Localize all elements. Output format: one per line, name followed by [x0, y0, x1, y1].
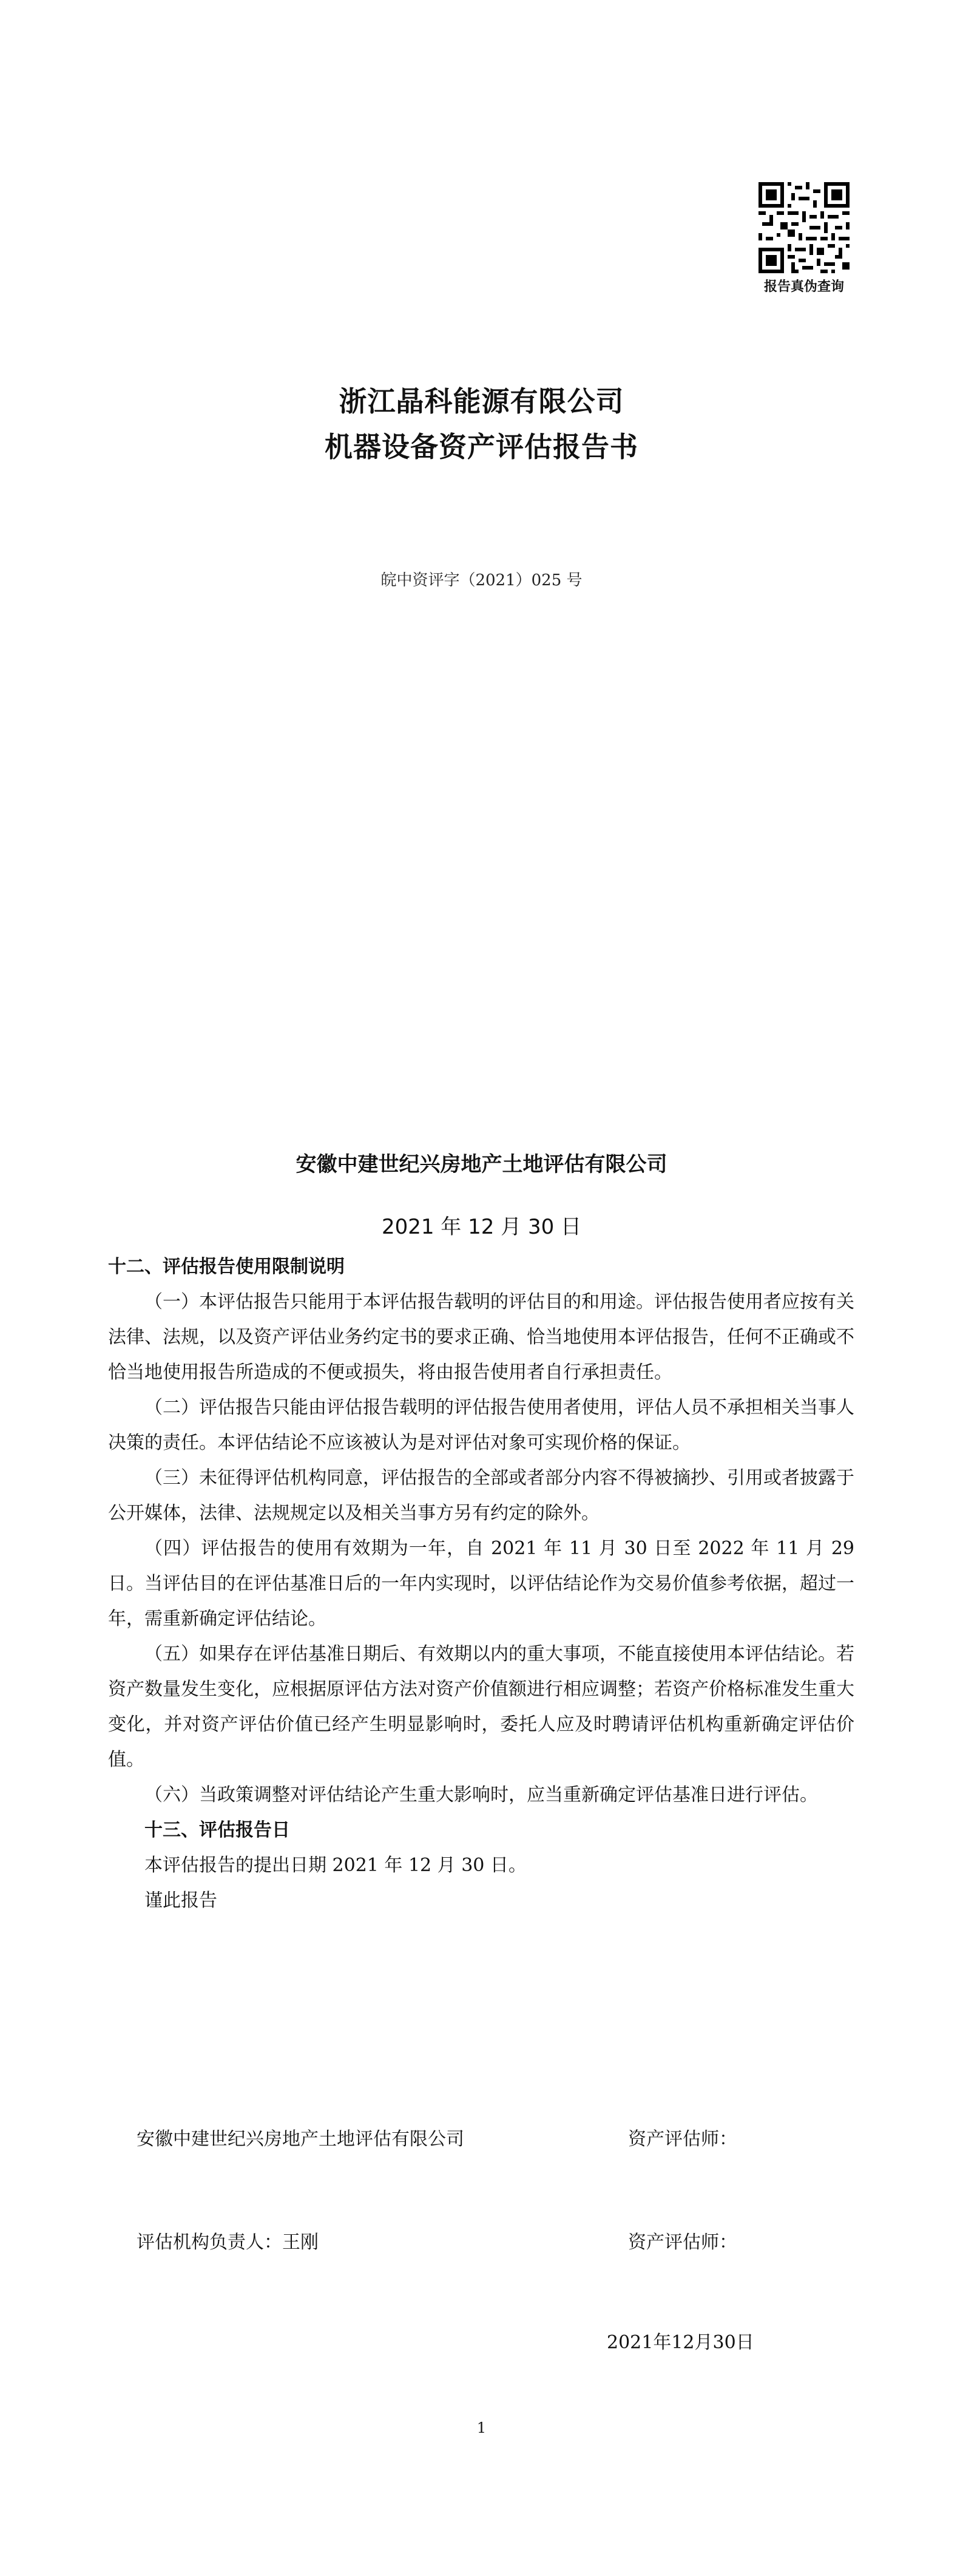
section-12-paragraph: （六）当政策调整对评估结论产生重大影响时，应当重新确定评估基准日进行评估。: [144, 1784, 818, 1806]
section-12-paragraph: （四）评估报告的使用有效期为一年，自 2021 年 11 月 30 日至 2022 年 11 月 29 日。当评估目的在评估基准日后的一年内实现时，以评估结论作为交易价值参考依据，超过一年，需重新确定评估结论。: [108, 1538, 854, 1630]
qr-code-icon[interactable]: [759, 182, 850, 273]
signature-principal: 评估机构负责人：王刚: [137, 2232, 319, 2253]
section-12-paragraph: （二）评估报告只能由评估报告载明的评估报告使用者使用，评估人员不承担相关当事人决策的责任。本评估结论不应该被认为是对评估对象可实现价格的保证。: [108, 1397, 854, 1453]
company-title: 浙江晶科能源有限公司: [339, 385, 624, 418]
signature-appraiser-1: 资产评估师：: [628, 2129, 737, 2150]
appraisal-organization: 安徽中建世纪兴房地产土地评估有限公司: [296, 1152, 667, 1177]
report-date-statement: 本评估报告的提出日期 2021 年 12 月 30 日。: [144, 1855, 527, 1876]
signature-date: 2021年12月30日: [607, 2332, 754, 2353]
section-12-heading: 十二、评估报告使用限制说明: [108, 1256, 345, 1277]
signature-organization: 安徽中建世纪兴房地产土地评估有限公司: [137, 2129, 464, 2150]
issue-date: 2021 年 12 月 30 日: [381, 1215, 582, 1239]
closing-statement: 谨此报告: [144, 1890, 217, 1911]
reference-number: 皖中资评字（2021）025 号: [380, 571, 583, 590]
report-body: [108, 1249, 854, 1918]
qr-caption: 报告真伪查询: [763, 279, 844, 294]
section-12-paragraph: （五）如果存在评估基准日期后、有效期以内的重大事项，不能直接使用本评估结论。若资产数量发生变化，应根据原评估方法对资产价值额进行相应调整；若资产价格标准发生重大变化，并对资产评估价值已经产生明显影响时，委托人应及时聘请评估机构重新确定评估价值。: [108, 1643, 854, 1770]
signature-appraiser-2: 资产评估师：: [628, 2232, 737, 2253]
section-12-paragraph: （三）未征得评估机构同意，评估报告的全部或者部分内容不得被摘抄、引用或者披露于公开媒体，法律、法规规定以及相关当事方另有约定的除外。: [108, 1467, 854, 1524]
section-12-paragraph: （一）本评估报告只能用于本评估报告载明的评估目的和用途。评估报告使用者应按有关法律、法规，以及资产评估业务约定书的要求正确、恰当地使用本评估报告，任何不正确或不恰当地使用报告所造成的不便或损失，将由报告使用者自行承担责任。: [108, 1291, 854, 1383]
page-number: 1: [476, 2419, 487, 2436]
report-title: 机器设备资产评估报告书: [325, 430, 638, 463]
section-13-heading: 十三、评估报告日: [144, 1820, 290, 1841]
